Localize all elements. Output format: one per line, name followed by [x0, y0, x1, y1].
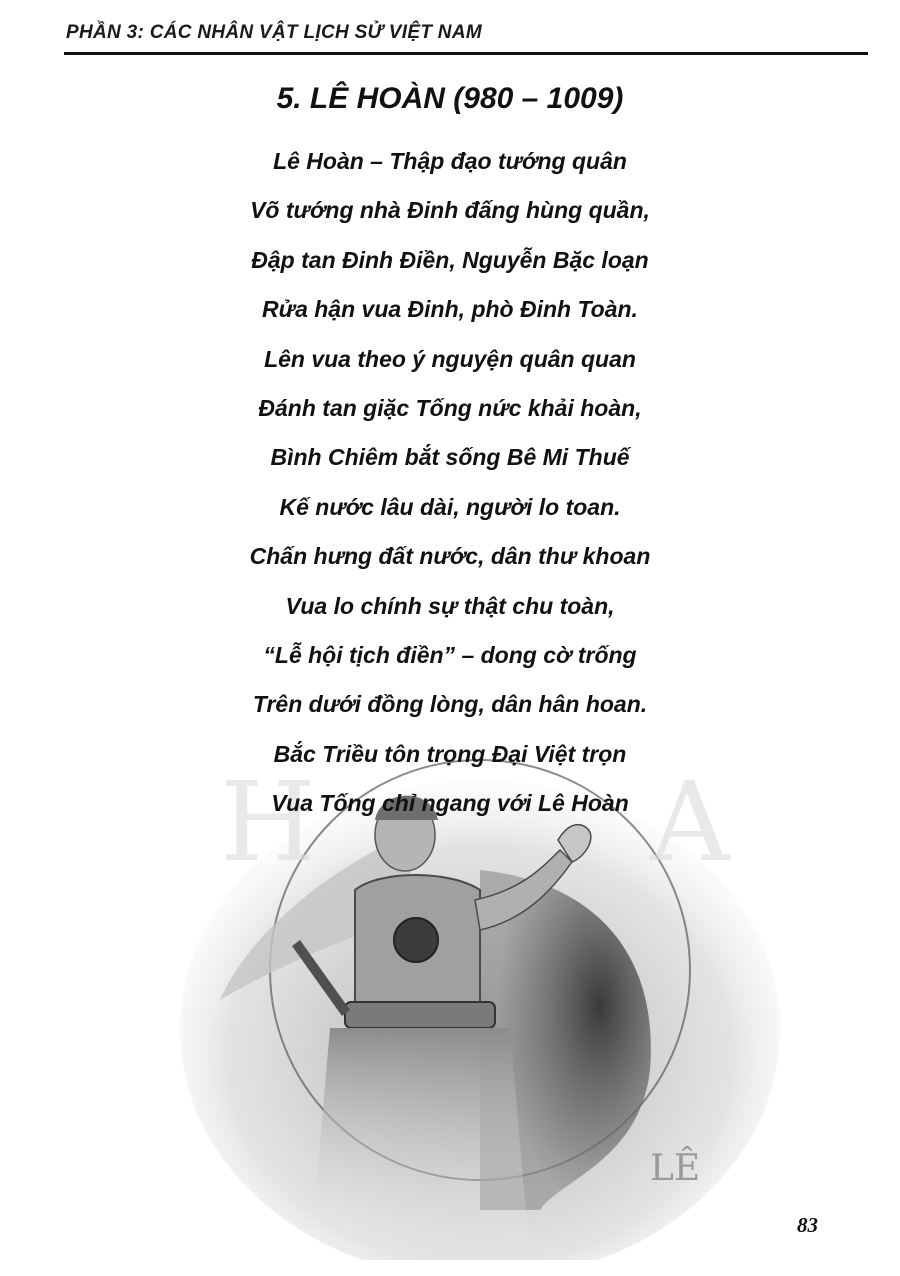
chest-medallion	[394, 918, 438, 962]
poem-line: Lên vua theo ý nguyện quân quan	[264, 345, 636, 372]
leg-armor	[310, 1028, 530, 1260]
section-header: PHẦN 3: CÁC NHÂN VẬT LỊCH SỬ VIỆT NAM	[66, 22, 482, 43]
page-number: 83	[797, 1213, 818, 1237]
poem	[0, 140, 900, 831]
poem-line: Đánh tan giặc Tống nức khải hoàn,	[258, 394, 642, 421]
poem-line: Lê Hoàn – Thập đạo tướng quân	[273, 148, 627, 174]
poem-line: Vua lo chính sự thật chu toàn,	[285, 592, 615, 619]
poem-line: Trên dưới đồng lòng, dân hân hoan.	[252, 691, 648, 718]
header-divider	[64, 52, 868, 55]
poem-line: Bắc Triều tôn trọng Đại Việt trọn	[273, 740, 627, 767]
poem-line: Vua Tống chỉ ngang với Lê Hoàn	[271, 790, 629, 817]
poem-line: Bình Chiêm bắt sống Bê Mi Thuế	[270, 444, 630, 471]
poem-line: Đập tan Đinh Điền, Nguyễn Bặc loạn	[251, 246, 649, 273]
poem-line: Võ tướng nhà Đinh đấng hùng quần,	[250, 197, 650, 224]
poem-line: Rửa hận vua Đinh, phò Đinh Toàn.	[262, 296, 638, 323]
chapter-title: 5. LÊ HOÀN (980 – 1009)	[276, 82, 624, 115]
belt	[345, 1002, 495, 1028]
poem-line: Chấn hưng đất nước, dân thư khoan	[249, 543, 651, 570]
poem-line: Kế nước lâu dài, người lo toan.	[279, 493, 621, 520]
faded-calligraphy-right: A	[650, 758, 730, 886]
faded-calligraphy-left: H	[220, 758, 316, 886]
name-watermark: LÊ	[650, 1148, 701, 1189]
poem-line: “Lễ hội tịch điền” – dong cờ trống	[263, 641, 637, 668]
